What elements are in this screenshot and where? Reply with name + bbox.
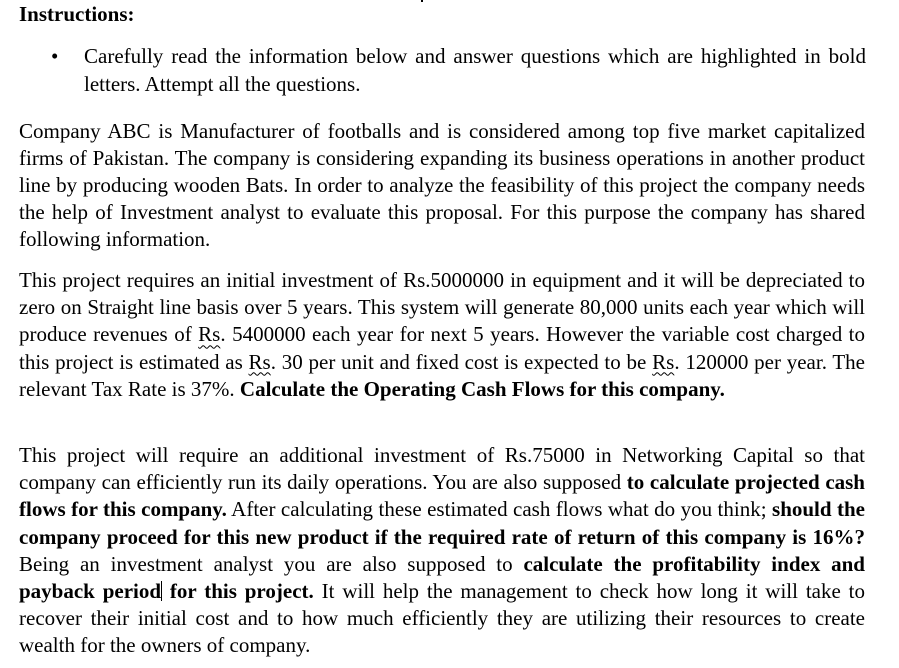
- working-capital-text-3: Being an investment analyst you are also supposed to: [19, 551, 524, 576]
- question-operating-cash-flows: Calculate the Operating Cash Flows for this company.: [239, 376, 725, 401]
- working-capital-text-2: After calculating these estimated cash flows what do you think;: [226, 497, 773, 522]
- project-details-text-2: . 5400000 each year for next 5 years. However the variable cost charged to this project is estimated as: [19, 322, 865, 374]
- project-details-text-1: This project requires an initial investment of Rs.5000000 in equipment and it will be depreciated to zero on Straight line basis over 5 years. This system will generate 80,000 units each year which will produce revenues of: [19, 268, 865, 347]
- cropped-text-fragment: [421, 0, 423, 2]
- instructions-heading: Instructions:: [19, 2, 135, 26]
- instructions-bullet-item: [51, 42, 866, 98]
- spelling-flag-rs: Rs: [198, 322, 221, 347]
- paragraph-company-intro: Company ABC is Manufacturer of footballs and is considered among top five market capitalized firms of Pakistan. The company is considering expanding its business operations in another product line by producing wooden Bats. In order to analyze the feasibility of this project the company needs the help of Investment analyst to evaluate this proposal. For this purpose the company has shared following information.: [19, 119, 865, 251]
- question-projected-cash-flows: to calculate projected cash flows for this company.: [19, 470, 865, 522]
- question-profitability-index-payback-b: for this project.: [162, 579, 314, 604]
- project-details-text-3: . 30 per unit and fixed cost is expected to be: [270, 349, 653, 374]
- instructions-bullet-text: Carefully read the information below and answer questions which are highlighted in bold letters. Attempt all the questions.: [84, 44, 866, 96]
- question-profitability-index-payback-a: calculate the profitability index and payback period: [19, 551, 865, 604]
- question-proceed-decision: should the company proceed for this new product if the required rate of return of this company is 16%?: [19, 497, 866, 549]
- instructions-list: [0, 42, 866, 98]
- working-capital-text-1: This project will require an additional investment of Rs.75000 in Networking Capital so that company can efficiently run its daily operations. You are also supposed: [19, 443, 865, 495]
- spelling-flag-rs: Rs: [652, 349, 675, 374]
- paragraph-working-capital: [19, 442, 865, 660]
- paragraph-project-details: [19, 267, 865, 403]
- project-details-text-4: . 120000 per year. The relevant Tax Rate is 37%.: [19, 349, 865, 401]
- spelling-flag-rs: Rs: [248, 349, 271, 374]
- working-capital-text-4: It will help the management to check how long it will take to recover their initial cost and to how much efficiently they are utilizing their resources to create wealth for the owners of company.: [19, 579, 865, 658]
- bullet-icon: •: [51, 44, 59, 68]
